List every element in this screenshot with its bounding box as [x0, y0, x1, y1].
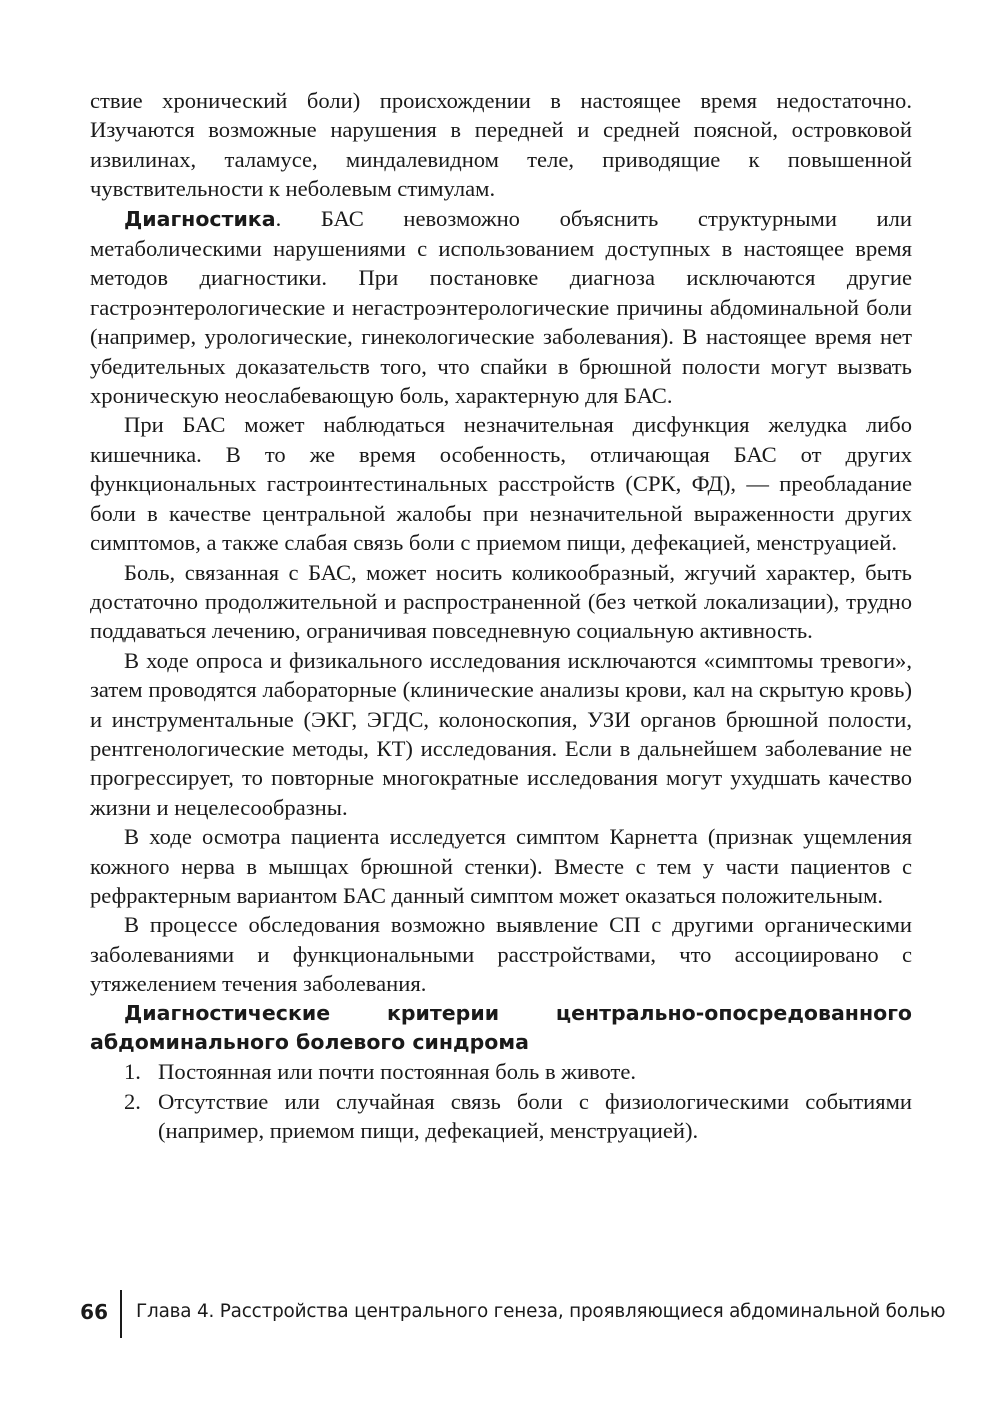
chapter-title: Глава 4. Расстройства центрального генеза, проявляющиеся абдоминальной болью	[136, 1301, 946, 1322]
criteria-heading: Диагностические критерии центрально-опосредованного абдоминального болевого синдрома	[90, 1000, 912, 1054]
paragraph: В ходе опроса и физикального исследования исключаются «симптомы тревоги», затем проводятся лабораторные (клинические анализы крови, кал на скрытую кровь) и инструментальные (ЭКГ, ЭГДС, колоноскопия, УЗИ органов брюшной полости, рентгенологические методы, КТ) исследования. Если в дальнейшем заболевание не прогрессирует, то повторные многократные исследования могут ухудшать качество жизни и нецелесообразны.	[90, 647, 912, 820]
diagnostics-lead: Диагностика	[124, 206, 276, 231]
list-item	[90, 1087, 912, 1146]
criteria-list	[90, 1057, 912, 1145]
list-item-number: 1.	[124, 1059, 141, 1085]
list-item-number: 2.	[124, 1088, 141, 1114]
page-body	[90, 86, 912, 1146]
paragraph: В процессе обследования возможно выявление СП с другими органическими заболеваниями и функциональными расстройствами, что ассоциировано с утяжелением течения заболевания.	[90, 912, 912, 997]
footer-divider	[120, 1290, 122, 1338]
paragraph-diagnostics	[90, 204, 912, 411]
paragraph: В ходе осмотра пациента исследуется симптом Карнетта (признак ущемления кожного нерва в мышцах брюшной стенки). Вместе с тем у части пациентов с рефрактерным вариантом БАС данный симптом может оказаться положительным.	[90, 824, 912, 908]
list-item-text: Постоянная или почти постоянная боль в животе.	[158, 1059, 637, 1085]
page-footer	[70, 1290, 946, 1338]
list-item-text: Отсутствие или случайная связь боли с физиологическими событиями (например, приемом пищи, дефекацией, менструацией).	[158, 1088, 912, 1144]
paragraph: Боль, связанная с БАС, может носить коликообразный, жгучий характер, быть достаточно продолжительной и распространенной (без четкой локализации), трудно поддаваться лечению, ограничивая повседневную социальную активность.	[90, 559, 912, 644]
page-number: 66	[80, 1300, 108, 1324]
paragraph: При БАС может наблюдаться незначительная дисфункция желудка либо кишечника. В то же время особенность, отличающая БАС от других функциональных гастроинтестинальных расстройств (СРК, ФД), — преобладание боли в качестве центральной жалобы при незначительной выраженности других симптомов, а также слабая связь боли с приемом пищи, дефекацией, менструацией.	[90, 412, 912, 556]
list-item	[90, 1057, 912, 1086]
paragraph-text: . БАС невозможно объяснить структурными или метаболическими нарушениями с использованием доступных в настоящее время методов диагностики. При постановке диагноза исключаются другие гастроэнтерологические и негастроэнтерологические причины абдоминальной боли (например, урологические, гинекологические заболевания). В настоящее время нет убедительных доказательств того, что спайки в брюшной полости могут вызвать хроническую неослабевающую боль, характерную для БАС.	[90, 205, 912, 409]
paragraph: ствие хронический боли) происхождении в настоящее время недостаточно. Изучаются возможные нарушения в передней и средней поясной, островковой извилинах, таламусе, миндалевидном теле, приводящие к повышенной чувствительности к неболевым стимулам.	[90, 88, 912, 202]
